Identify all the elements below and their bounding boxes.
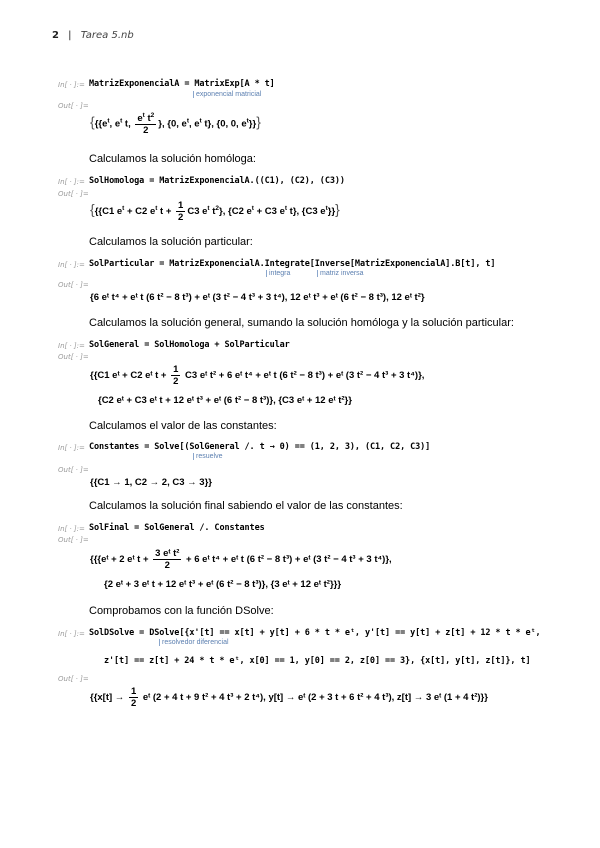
output-text: , e — [109, 118, 121, 130]
output-cell-matriz-exponencial: {{{$e^t$, $e^t$ t, $\frac{e^t t^2}{2}$ }, {0, $e^t$, $e^t$ t}, {0, 0, $e^t$}}} — [90, 112, 261, 137]
output-text: {{{eᵗ + 2 eᵗ t + — [90, 554, 149, 566]
output-text: }, {C2 e — [219, 206, 252, 218]
output-cell-sol-homologa: {{{C1 $e^t + C2$ $e^t$ t + $\frac{1}{2}$ C3 $e^t$ $t^2$}, {C2 $e^t + C3$ $e^t$ t}, {C3 $e^t$}}} — [90, 200, 340, 223]
output-text: t, — [122, 118, 131, 130]
output-label: Out[ · ]= — [58, 536, 89, 544]
tooltip-exponencial-matricial: exponencial matricial — [193, 91, 261, 98]
output-cell-sol-final-line1 — [90, 548, 392, 571]
input-cell-sol-homologa[interactable]: SolHomologa = MatrizExponencialA.((C1), (C2), (C3)) — [89, 176, 345, 186]
output-cell-sol-final-line2: {2 eᵗ + 3 eᵗ t + 12 eᵗ t³ + eᵗ (6 t² − 8 t³)}, {3 eᵗ + 12 eᵗ t²}}} — [104, 579, 342, 590]
input-label: In[ · ]:= — [58, 525, 85, 533]
text-cell-homologa: Calculamos la solución homóloga: — [89, 153, 256, 165]
output-text: }, {0, e — [158, 118, 187, 130]
fraction-numerator: 1 — [173, 364, 179, 375]
fraction — [176, 200, 185, 223]
input-cell-sol-general[interactable]: SolGeneral = SolHomologa + SolParticular — [89, 340, 290, 350]
input-label: In[ · ]:= — [58, 630, 85, 638]
output-label: Out[ · ]= — [58, 190, 89, 198]
fraction-denominator: 2 — [130, 698, 137, 709]
text-cell-general: Calculamos la solución general, sumando la solución homóloga y la solución particular: — [89, 317, 514, 329]
fraction — [129, 686, 138, 709]
tooltip-matriz-inversa: matriz inversa — [317, 270, 364, 277]
header-separator: | — [68, 30, 72, 41]
output-cell-sol-general-line1 — [90, 364, 424, 387]
input-cell-dsolve-line2[interactable]: z'[t] == z[t] + 24 * t * eᵗ, x[0] == 1, y[0] == 2, z[0] == 3}, {x[t], y[t], z[t]}, t] — [104, 656, 531, 666]
input-cell-matriz-exponencial[interactable]: MatrizExponencialA = MatrixExp[A * t] — [89, 79, 275, 89]
output-text: {{C1 eᵗ + C2 eᵗ t + — [90, 370, 167, 382]
output-text: , e — [188, 118, 200, 130]
page-header — [52, 30, 134, 41]
output-cell-dsolve — [90, 686, 488, 709]
output-text: t}, {C3 e — [287, 206, 326, 218]
tooltip-resolvedor-diferencial: resolvedor diferencial — [159, 639, 229, 646]
input-label: In[ · ]:= — [58, 342, 85, 350]
input-cell-dsolve-line1[interactable]: SolDSolve = DSolve[{x'[t] == x[t] + y[t] + 6 * t * eᵗ, y'[t] == y[t] + z[t] + 12 * t * eᵗ, — [89, 628, 541, 638]
text-cell-dsolve: Comprobamos con la función DSolve: — [89, 605, 274, 617]
output-text: {{C1 e — [94, 206, 123, 218]
input-label: In[ · ]:= — [58, 261, 85, 269]
input-label: In[ · ]:= — [58, 444, 85, 452]
output-text: t}, {0, 0, e — [201, 118, 247, 130]
output-cell-constantes: {{C1 → 1, C2 → 2, C3 → 3}} — [90, 477, 212, 488]
fraction-numerator: e — [137, 113, 143, 125]
fraction-numerator: 1 — [130, 686, 137, 697]
output-text: eᵗ (2 + 4 t + 9 t² + 4 t³ + 2 t⁴), y[t] → eᵗ (2 + 3 t + 6 t² + 4 t³), z[t] → 3 eᵗ (1 + 4 t²)}} — [142, 692, 488, 704]
input-cell-constantes[interactable]: Constantes = Solve[(SolGeneral /. t → 0) == (1, 2, 3), (C1, C2, C3)] — [89, 442, 431, 452]
output-cell-sol-general-line2: {C2 eᵗ + C3 eᵗ t + 12 eᵗ t³ + eᵗ (6 t² − 8 t³)}, {C3 eᵗ + 12 eᵗ t²}} — [98, 395, 352, 406]
output-label: Out[ · ]= — [58, 102, 89, 110]
text-cell-particular: Calculamos la solución particular: — [89, 236, 253, 248]
text-cell-constantes: Calculamos el valor de las constantes: — [89, 420, 277, 432]
output-text: + 6 eᵗ t⁴ + eᵗ t (6 t² − 8 t³) + eᵗ (3 t² − 4 t³ + 3 t⁴)}, — [186, 554, 392, 566]
output-label: Out[ · ]= — [58, 353, 89, 361]
output-text: t — [209, 206, 216, 218]
fraction: $\frac{e^t t^2}{2}$ — [137, 112, 155, 137]
fraction-denominator: 2 — [143, 125, 149, 137]
output-text: {{x[t] → — [90, 692, 125, 704]
tooltip-resuelve: resuelve — [193, 453, 222, 460]
output-cell-sol-particular: {6 eᵗ t⁴ + eᵗ t (6 t² − 8 t³) + eᵗ (3 t² − 4 t³ + 3 t⁴), 12 eᵗ t³ + eᵗ (6 t² − 8 t³), 12 eᵗ t²} — [90, 292, 425, 303]
output-label: Out[ · ]= — [58, 675, 89, 683]
fraction-denominator: 2 — [178, 212, 184, 223]
fraction-numerator: t — [144, 113, 151, 125]
output-text: }} — [248, 118, 257, 130]
output-label: Out[ · ]= — [58, 281, 89, 289]
output-text: + C2 e — [124, 206, 156, 218]
input-cell-sol-final[interactable]: SolFinal = SolGeneral /. Constantes — [89, 523, 265, 533]
tooltip-integra: integra — [266, 270, 290, 277]
text-cell-final: Calculamos la solución final sabiendo el valor de las constantes: — [89, 500, 403, 512]
fraction-denominator: 2 — [173, 376, 179, 387]
output-text: t + — [157, 206, 172, 218]
output-label: Out[ · ]= — [58, 466, 89, 474]
input-label: In[ · ]:= — [58, 81, 85, 89]
fraction-denominator: 2 — [164, 560, 170, 571]
output-text: C3 e — [187, 206, 208, 218]
output-text: + C3 e — [253, 206, 285, 218]
fraction-numerator: 1 — [178, 200, 184, 211]
fraction — [171, 364, 180, 387]
input-cell-sol-particular[interactable]: SolParticular = MatrizExponencialA.Integrate[Inverse[MatrizExponencialA].B[t], t] — [89, 259, 496, 269]
fraction-numerator: 3 eᵗ t² — [155, 548, 180, 559]
output-text: {{e — [94, 118, 108, 130]
output-text: }} — [327, 206, 336, 218]
page-number: 2 — [52, 30, 59, 41]
notebook-filename: Tarea 5.nb — [80, 30, 134, 41]
output-text: C3 eᵗ t² + 6 eᵗ t⁴ + eᵗ t (6 t² − 8 t³) + eᵗ (3 t² − 4 t³ + 3 t⁴)}, — [185, 370, 425, 382]
fraction — [153, 548, 181, 571]
input-label: In[ · ]:= — [58, 178, 85, 186]
